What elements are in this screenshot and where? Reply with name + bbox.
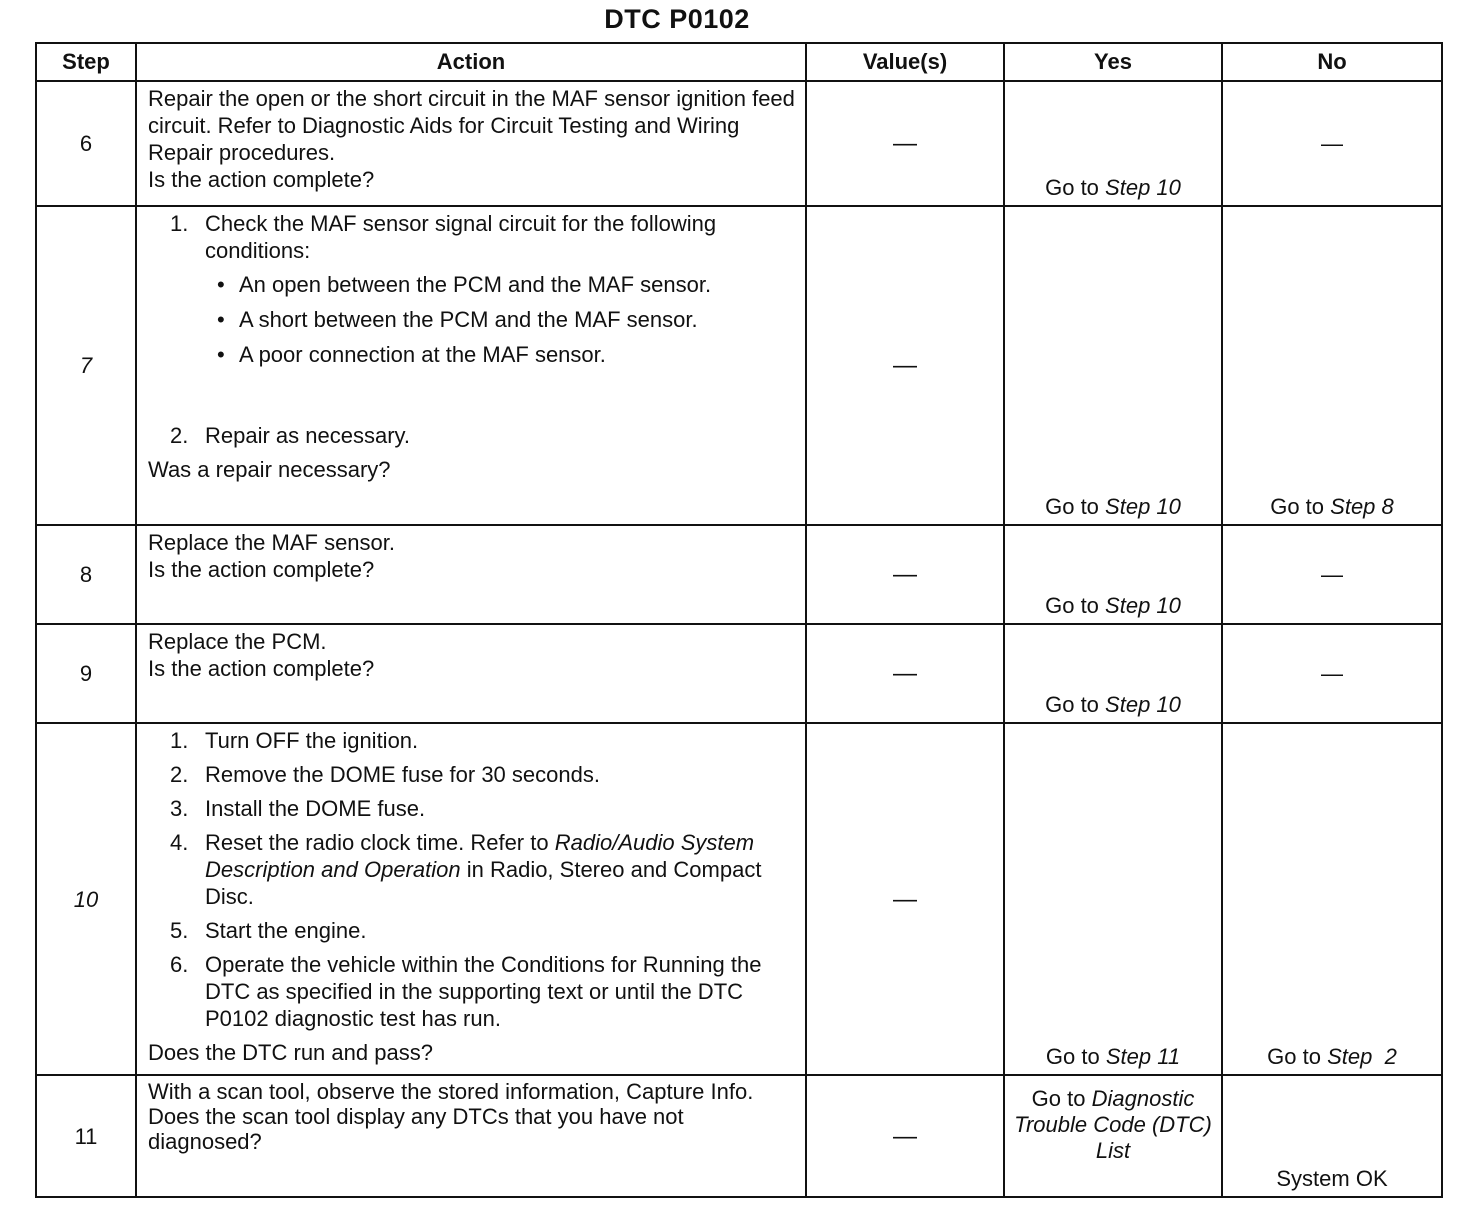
list-item: • A poor connection at the MAF sensor. <box>205 341 797 368</box>
yes-go-to: Go to <box>1045 1044 1100 1069</box>
step-text: Reset the radio clock time. Refer to <box>205 830 549 855</box>
no-go-to: Go to <box>1270 494 1325 519</box>
yes-go-to: Go to <box>1045 494 1099 519</box>
value-cell: — <box>806 624 1004 723</box>
step-num: 4. <box>170 830 189 855</box>
yes-step-link[interactable]: Step 10 <box>1105 175 1181 200</box>
action-step <box>148 917 797 944</box>
yes-step-link[interactable]: Step 10 <box>1105 494 1181 519</box>
step-num: 5. <box>170 918 189 943</box>
action-text: Replace the MAF sensor. <box>148 530 396 555</box>
action-cell <box>136 624 806 723</box>
step-number: 10 <box>36 723 136 1075</box>
action-text: Repair the open or the short circuit in the MAF sensor ignition feed circuit. Refer to Diagnostic Aids for Circuit Testing and Wiring Repair procedures. <box>148 86 795 165</box>
step-number: 9 <box>36 624 136 723</box>
yes-step-link[interactable]: Step 10 <box>1105 593 1181 618</box>
no-cell: System OK <box>1222 1075 1442 1197</box>
step-text-cont: in Radio, Stereo and Compact Disc. <box>205 857 762 909</box>
header-row <box>36 43 1442 81</box>
action-question: Is the action complete? <box>148 557 375 582</box>
action-cell <box>136 1075 806 1197</box>
value-cell: — <box>806 81 1004 206</box>
action-text: Replace the PCM. <box>148 629 327 654</box>
yes-step-link[interactable]: Step 10 <box>1105 692 1181 717</box>
step-text: Check the MAF sensor signal circuit for the following conditions: <box>205 211 717 263</box>
yes-cell <box>1004 525 1222 624</box>
table-row-step-8 <box>36 525 1442 624</box>
action-step <box>148 951 797 1032</box>
yes-step-link[interactable]: Step 11 <box>1105 1044 1181 1069</box>
step-text: Repair as necessary. <box>205 423 411 448</box>
yes-cell <box>1004 81 1222 206</box>
no-cell <box>1222 206 1442 525</box>
value-cell: — <box>806 206 1004 525</box>
step-number: 8 <box>36 525 136 624</box>
yes-cell <box>1004 206 1222 525</box>
step-number: 6 <box>36 81 136 206</box>
step-num: 1. <box>170 211 189 236</box>
action-cell <box>136 81 806 206</box>
action-question: Was a repair necessary? <box>148 457 391 482</box>
yes-dtc-list-link[interactable]: Diagnostic Trouble Code (DTC) List <box>1014 1086 1212 1163</box>
action-question: Does the scan tool display any DTCs that you have not diagnosed? <box>148 1104 684 1154</box>
table-row-step-6 <box>36 81 1442 206</box>
table-row-step-11 <box>36 1075 1442 1197</box>
header-step: Step <box>36 43 136 81</box>
no-step-link[interactable]: Step 8 <box>1330 494 1394 519</box>
value-cell: — <box>806 525 1004 624</box>
action-step <box>148 210 797 368</box>
table-row-step-10 <box>36 723 1442 1075</box>
no-step-link[interactable]: Step 2 <box>1327 1044 1397 1069</box>
no-go-to: Go to <box>1267 1044 1321 1069</box>
value-cell: — <box>806 723 1004 1075</box>
yes-go-to: Go to <box>1045 175 1099 200</box>
page-title: DTC P0102 <box>604 4 750 34</box>
action-step <box>148 761 797 788</box>
action-step <box>148 727 797 754</box>
header-action: Action <box>136 43 806 81</box>
step-number: 7 <box>36 206 136 525</box>
step-text: Remove the DOME fuse for 30 seconds. <box>205 762 600 787</box>
action-question: Is the action complete? <box>148 167 375 192</box>
no-cell <box>1222 723 1442 1075</box>
step-num: 3. <box>170 796 189 821</box>
yes-cell <box>1004 624 1222 723</box>
table-row-step-9 <box>36 624 1442 723</box>
yes-cell <box>1004 1075 1222 1197</box>
action-step <box>148 795 797 822</box>
yes-cell <box>1004 723 1222 1075</box>
header-no: No <box>1222 43 1442 81</box>
table-row-step-7 <box>36 206 1442 525</box>
no-cell: — <box>1222 525 1442 624</box>
step-num: 2. <box>170 762 189 787</box>
yes-go-to: Go to <box>1045 692 1099 717</box>
action-cell <box>136 723 806 1075</box>
action-step <box>148 422 797 449</box>
value-cell: — <box>806 1075 1004 1197</box>
header-values: Value(s) <box>806 43 1004 81</box>
condition-list <box>205 271 797 368</box>
list-item: • An open between the PCM and the MAF sensor. <box>205 271 797 298</box>
action-text: With a scan tool, observe the stored information, Capture Info. <box>148 1079 754 1104</box>
step-num: 2. <box>170 423 189 448</box>
no-cell: — <box>1222 81 1442 206</box>
step-text: Operate the vehicle within the Conditions for Running the DTC as specified in the supporting text or until the DTC P0102 diagnostic test has run. <box>205 952 762 1031</box>
action-steps <box>148 727 797 1039</box>
step-number: 11 <box>36 1075 136 1197</box>
action-steps <box>148 210 797 456</box>
diagnostic-table <box>35 42 1443 1198</box>
step-text: Install the DOME fuse. <box>205 796 426 821</box>
list-item: • A short between the PCM and the MAF sensor. <box>205 306 797 333</box>
action-question: Is the action complete? <box>148 656 375 681</box>
step-num: 1. <box>170 728 189 753</box>
action-cell <box>136 525 806 624</box>
no-cell: — <box>1222 624 1442 723</box>
step-num: 6. <box>170 952 189 977</box>
yes-go-to: Go to <box>1045 593 1099 618</box>
reference-link[interactable]: Radio/Audio System Description and Operation <box>205 830 755 882</box>
action-cell <box>136 206 806 525</box>
yes-go-to: Go to <box>1031 1086 1086 1111</box>
action-step <box>148 829 797 910</box>
header-yes: Yes <box>1004 43 1222 81</box>
step-text: Start the engine. <box>205 918 367 943</box>
action-question: Does the DTC run and pass? <box>148 1040 433 1065</box>
step-text: Turn OFF the ignition. <box>205 728 419 753</box>
